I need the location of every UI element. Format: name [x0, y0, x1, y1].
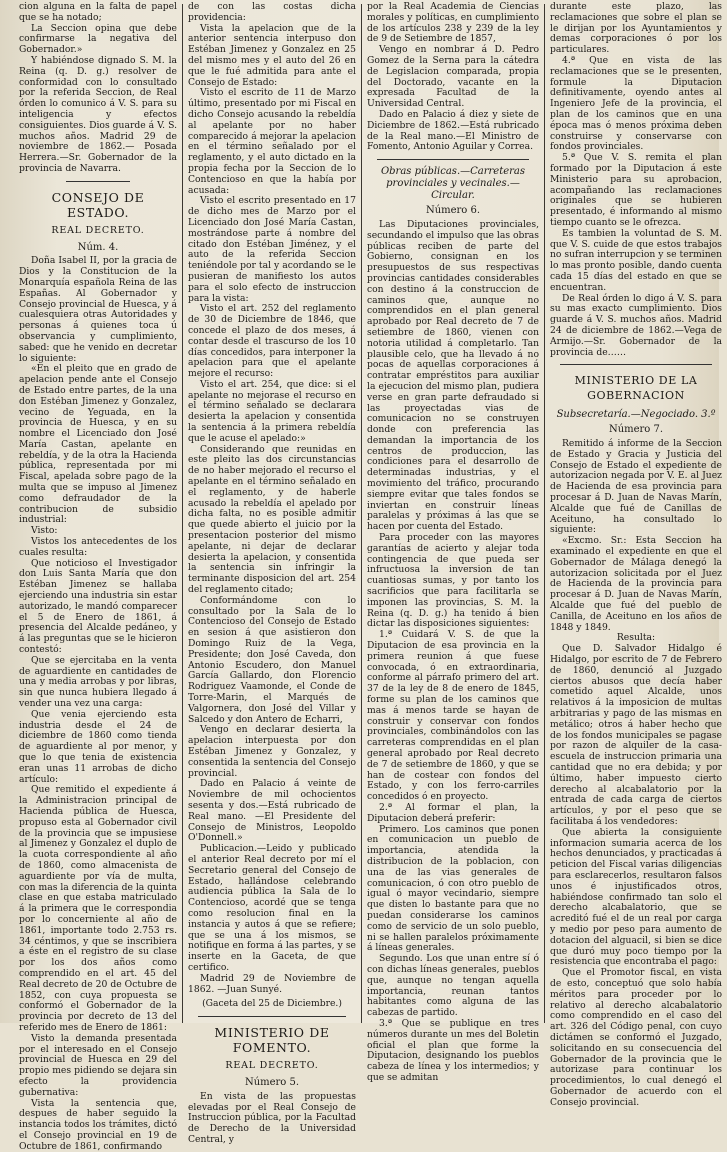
- paragraph: Vengo en declarar desierta la apelacion interpuesta por don Estéban Jimenez y Gonzalez, y consentida la sentencia del Consejo provincial.: [188, 725, 356, 779]
- section-divider: [560, 364, 712, 365]
- paragraph: Segundo. Los que unan entre sí ó con dichas líneas generales, pueblos que, aunque no tengan aquella importancia, reunan tantos habitantes como alguna de las cabezas de partido.: [367, 954, 539, 1019]
- section-heading: CONSEJO DE ESTADO.: [19, 190, 177, 220]
- paragraph: 1.ª Cuidará V. S. de que la Diputacion de esa provincia en la primera reunion á que fuese convocada, ó en extraordinaria, conforme al párrafo primero del art. 37 de la ley de 8 de enero de 1845, forme su plan de los caminos que mas á menos tarde se hayan de construir y conservar con fondos provinciales, combinándolos con las carreteras comprendidas en el plan general aprobado por Real decreto de 7 de setiembre de 1860, y que se han de costear con fondos del Estado, y con los ferro-carriles concedidos ó en proyecto.: [367, 630, 539, 803]
- paragraph: Que noticioso el Investigador don Luis Santa María que don Estéban Jimenez se hallaba ejerciendo una industria sin estar autorizado, le mandó comparecer el 5 de Enero de 1861, á presencia del Alcalde pedáneo, y á las preguntas que se le hicieron contestó:: [19, 559, 177, 656]
- paragraph: Es tambien la voluntad de S. M. que V. S. cuide de que estos trabajos no sufran interrupcion y se terminen lo mas pronto posible, dando cuenta cada 15 días del estado en que se encuentran.: [550, 229, 722, 294]
- paragraph: cion alguna en la falta de papel que se ha notado;: [19, 2, 177, 24]
- paragraph: Considerando que reunidas en este pleito las dos circunstancias de no haber mejorado el recurso el apelante en el término señalado en el reglamento, y de haberle acusado la rebeldía el apelado por dicha falta, no es posible admitir que quede abierto el juicio por la presentacion posterior del mismo apelante, ni dejar de declarar desierta la apelacion, y consentida la sentencia sin infringir la terminante disposicion del art. 254 del reglamento citado;: [188, 445, 356, 596]
- column-3: [362, 2, 544, 1023]
- paragraph: Visto la demanda presentada por el interesado en el Consejo provincial de Huesca en 29 del propio mes pidiendo se dejara sin efecto la providencia gubernativa:: [19, 1034, 177, 1099]
- paragraph: Que el Promotor fiscal, en vista de esto, conceptuó que solo había méritos para proceder por lo relativo al derecho alcabalatorio como comprendido en el caso del art. 326 del Código penal, con cuyo dictámen se conformó el Juzgado, solicitando en su consecuencia del Gobernador de la provincia que le autorizase para continuar los procedimientos, lo cual denegó el Gobernador de acuerdo con el Consejo provincial.: [550, 968, 722, 1108]
- paragraph: Dado en Palacio á veinte de Noviembre de mil ochocientos sesenta y dos.—Está rubricado de Real mano. —El Presidente del Consejo de Ministros, Leopoldo O'Donnell.»: [188, 779, 356, 844]
- section-subheading: Subsecretaría.—Negociado. 3.º: [550, 409, 722, 421]
- paragraph: De Real órden lo digo á V. S. para su mas exacto cumplimiento. Dios guarde á V. S. muchos años. Madrid 24 de diciembre de 1862.—Vega de Armijo.—Sr. Gobernador de la provincia de……: [550, 294, 722, 359]
- document-number: Núm. 4.: [19, 243, 177, 254]
- paragraph: Publicacion.—Leido y publicado el anterior Real decreto por mí el Secretario general del Consejo de Estado, hallándose celebrando audiencia pública la Sala de lo Contencioso, acordé que se tenga como resolucion final en la instancia y autos á que se refiere; que se una á los mismos, se notifique en forma á las partes, y se inserte en la Gaceta, de que certifico.: [188, 844, 356, 974]
- section-divider: [377, 159, 529, 160]
- paragraph: Vista la sentencia que, despues de haber seguido la instancia todos los trámites, dictó el Consejo provincial en 19 de Octubre de 1861, confirmando: [19, 1099, 177, 1152]
- paragraph: Para proceder con las mayores garantías de acierto y alejar toda contingencia de que pueda ser infructuosa la inversion de tan cuantiosas sumas, y por tanto los sacrificios que para facilitarla se imponen las provincias, S. M. la Reina (q. D. g.) ha tenido á bien dictar las disposiciones siguientes:: [367, 533, 539, 630]
- column-4: [545, 2, 727, 1023]
- paragraph: En vista de las propuestas elevadas por el Real Consejo de Instruccion pública, por la Facultad de Derecho de la Universidad Central, y: [188, 1092, 356, 1146]
- paragraph: Que venia ejerciendo esta industria desde el 24 de diciembre de 1860 como tienda de aguardiente al por menor, y que lo que tenia de existencia eran unas 11 arrobas de dicho artículo:: [19, 710, 177, 786]
- paragraph: Dado en Palacio á diez y siete de Diciembre de 1862.—Está rubricado de la Real mano.—El Ministro de Fomento, Antonio Aguilar y Correa.: [367, 110, 539, 153]
- gazette-reference: (Gaceta del 25 de Diciembre.): [188, 999, 356, 1010]
- paragraph: Visto el art. 254, que dice: si el apelante no mejorase el recurso en el término señalado se declarara desierta la apelacion y consentida la sentencia á la primera rebeldía que le acuse el apelado:»: [188, 380, 356, 445]
- paragraph: Conformándome con lo consultado por la Sala de lo Contencioso del Consejo de Estado en sesion á que asistieron don Domingo Ruiz de la Vega, Presidente; don José Caveda, don Antonio Escudero, don Manuel García Gallardo, don Florencio Rodriguez Vaamonde, el Conde de Torre-Marin, el Marqués de Valgornera, don José del Villar y Salcedo y don Antero de Echarri,: [188, 596, 356, 726]
- paragraph: 3.ª Que se publique en tres números durante un mes del Boletin oficial el plan que forme la Diputacion, designando los pueblos cabeza de línea y los intermedios; y que se admitan: [367, 1019, 539, 1084]
- paragraph: Remitido á informe de la Seccion de Estado y Gracia y Justicia del Consejo de Estado el expediente de autorizacion negada por V. E. al Juez de Hacienda de esa provincia para procesar á D. Juan de Navas Marín, Alcalde que fué de Canillas de Aceituno, ha consultado lo siguiente:: [550, 439, 722, 536]
- paragraph: Resulta:: [550, 633, 722, 644]
- paragraph: «En el pleito que en grado de apelacion pende ante el Consejo de Estado entre partes, de la una don Estéban Jimenez y Gonzalez, vecino de Yeguada, en la provincia de Huesca, y en su nombre el Licenciado don José María Castan, apelante en rebeldía, y de la otra la Hacienda pública, representada por mi Fiscal, apelada sobre pago de la multa que se impuso al Jimenez como defraudador de la contribucion de subsidio industrial:: [19, 364, 177, 526]
- paragraph: Que se ejercitaba en la venta de aguardiente en cantidades de una y media arrobas y por libras, sin que nunca hubiera llegado á vender una vez una carga:: [19, 656, 177, 710]
- section-heading: Obras públicas.—Carreteras provinciales y vecinales.—Circular.: [367, 166, 539, 202]
- paragraph: Visto:: [19, 526, 177, 537]
- section-subheading: REAL DECRETO.: [188, 1061, 356, 1072]
- paragraph: Doña Isabel II, por la gracia de Dios y la Constitucion de la Monarquía española Reina de las Españas. Al Gobernador y Consejo provincial de Huesca, y á cualesquiera otras Autoridades y personas á quienes toca ú observancia y cumplimiento, sabed: que he venido en decretar lo siguiente:: [19, 256, 177, 364]
- paragraph: 4.ª Que en vista de las reclamaciones que se le presenten, formule la Diputacion definitivamente, oyendo antes al Ingeniero Jefe de la provincia, el plan de los caminos que en una época mas ó menos próxima deben construirse y conservarse con fondos provinciales.: [550, 56, 722, 153]
- document-number: Número 5.: [188, 1078, 356, 1089]
- paragraph: Vista la apelacion que de la anterior sentencia interpuso don Estéban Jimenez y Gonzalez en 25 del mismo mes y el auto del 26 en que le fué admitida para ante el Consejo de Estado:: [188, 24, 356, 89]
- column-1: [14, 2, 182, 1023]
- column-2: [183, 2, 361, 1023]
- paragraph: Y habiéndose dignado S. M. la Reina (q. D. g.) resolver de conformidad con lo consultado por la referida Seccion, de Real órden lo comunico á V. S. para su inteligencia y efectos consiguientes. Dios guarde á V. S. muchos años. Madrid 29 de noviembre de 1862.— Posada Herrera.—Sr. Gobernador de la provincia de Navarra.: [19, 56, 177, 175]
- paragraph: 5.ª Que V. S. remita el plan formado por la Diputacion á este Ministerio para su aprobacion, acompañando las reclamaciones originales que se hubieren presentado, é informando al mismo tiempo cuanto se le ofrezca.: [550, 153, 722, 229]
- paragraph: Que D. Salvador Hidalgo é Hidalgo, por escrito de 7 de Febrero de 1860, denunció al Juzgado ciertos abusos que decía haber cometido aquel Alcalde, unos relativos á la imposicion de multas arbitrarias y pago de las mismas en metálico; otros á haber hecho que de los fondos municipales se pagase por razon de alquiler de la casa-escuela de instruccion primaria una cantidad que no era debida; y por último, haber impuesto cierto derecho al alcabalatorio por la entrada de cada carga de ciertos artículos, y por el peso que se facilitaba á los vendedores:: [550, 644, 722, 828]
- paragraph: Que remitido el expediente á la Administracion principal de Hacienda pública de Huesca, propuso esta al Gobernador civil de la provincia que se impusiese al Jimenez y Gonzalez el duplo de la cuota correspondiente al año de 1860, como almacenista de aguardiente por vía de multa, con mas la diferencia de la quinta clase en que estaba matriculado á la primera que le correspondia por lo concerniente al año de 1861, importante todo 2.753 rs. 34 céntimos, y que se inscribiera a éste en el registro de su clase por los dos años como comprendido en el art. 45 del Real decreto de 20 de Octubre de 1852, con cuya propuesta se conformó el Gobernador de la provincia por decreto de 13 del referido mes de Enero de 1861:: [19, 785, 177, 1033]
- paragraph: «Excmo. Sr.: Esta Seccion ha examinado el expediente en que el Gobernador de Málaga denegó la autorizacion solicitada por el Juez de Hacienda de la provincia para procesar á D. Juan de Navas Marín, Alcalde que fué del pueblo de Canilla, de Aceituno en los años de 1848 y 1849.: [550, 536, 722, 633]
- document-number: Número 6.: [367, 206, 539, 217]
- document-number: Número 7.: [550, 425, 722, 436]
- paragraph: Visto el escrito de 11 de Marzo último, presentado por mi Fiscal en dicho Consejo acusando la rebeldía al apelante por no haber comparecido á mejorar la apelacion en el término señalado por el reglamento, y el auto dictado en la propia fecha por la Seccion de lo Contencioso en que la había por acusada:: [188, 88, 356, 196]
- section-divider: [198, 1016, 346, 1017]
- paragraph: 2.ª Al formar el plan, la Diputacion deberá preferir:: [367, 803, 539, 825]
- paragraph: Las Diputaciones provinciales, secundando el impulso que las obras públicas reciben de parte del Gobierno, consignan en los presupuestos de sus respectivas provincias cantidades considerables con destino á la construccion de caminos que, aunque no comprendidos en el plan general aprobado por Real decreto de 7 de setiembre de 1860, vienen con notoria utilidad á completarlo. Tan plausible celo, que ha llevado á no pocas de aquellas corporaciones á contratar empréstitos para auxiliar la ejecucion del mismo plan, pudiera verse en gran parte defraudado si las proyectadas vias de comunicacion no se construyen donde con preferencia las demandan la importancia de los centros de produccion, las condiciones para el desarrollo de determinadas industrias, y el movimiento del tráfico, procurando siempre evitar que tales fondos se inviertan en construir líneas paralelas y próximas á las que se hacen por cuenta del Estado.: [367, 220, 539, 533]
- paragraph: Madrid 29 de Noviembre de 1862. —Juan Sunyé.: [188, 974, 356, 996]
- paragraph: Primero. Los caminos que ponen en comunicacion un pueblo de importancia, atendida la distribucion de la poblacion, con una de las vias generales de comunicacion, ó con otro pueblo de igual ó mayor vecindario, siempre que disten lo bastante para que no puedan considerarse los caminos como de servicio de un solo pueblo, ni se hallen paralelos próximamente á líneas generales.: [367, 825, 539, 955]
- paragraph: por la Real Academia de Ciencias morales y políticas, en cumplimiento de los artículos 238 y 239 de la ley de 9 de Setiembre de 1857,: [367, 2, 539, 45]
- paragraph: Vengo en nombrar á D. Pedro Gomez de la Serna para la cátedra de Legislacion comparada, propia del Doctorado, vacante en la expresada Facultad de la Universidad Central.: [367, 45, 539, 110]
- section-divider: [66, 181, 129, 182]
- paragraph: Visto el art. 252 del reglamento de 30 de Diciembre de 1846, que concede el plazo de dos meses, á contar desde el trascurso de los 10 días concedidos, para interponer la apelacion para que el apelante mejore el recurso:: [188, 304, 356, 380]
- paragraph: de con las costas dicha providencia:: [188, 2, 356, 24]
- paragraph: La Seccion opina que debe confirmarse la negativa del Gobernador.»: [19, 24, 177, 56]
- paragraph: Vistos los antecedentes de los cuales resulta:: [19, 537, 177, 559]
- section-subheading: REAL DECRETO.: [19, 226, 177, 237]
- paragraph: Visto el escrito presentado en 17 de dicho mes de Marzo por el Licenciado don José María Castan, mostrándose parte á nombre del citado don Estéban Jiménez, y el auto de la referida Seccion teniéndole por tal y acordando se le pusieran de manifiesto los autos para el solo efecto de instruccion para la vista:: [188, 196, 356, 304]
- paragraph: Que abierta la consiguiente informacion sumaria acerca de los hechos denunciados, y practicadas á peticion del Fiscal varias diligencias para esclarecerlos, resultaron falsos unos é injustificados otros, habiéndose confirmado tan solo el derecho alcabalatorio, que se acreditó fué el de un real por carga y medio por peso para aumento de dotacion del alguacil, si bien se dice que duró muy poco tiempo por la resistencia que encontraba el pago:: [550, 828, 722, 968]
- section-heading: MINISTERIO DE LA GOBERNACION: [550, 373, 722, 403]
- section-heading: MINISTERIO DE FOMENTO.: [188, 1025, 356, 1055]
- paragraph: durante este plazo, las reclamaciones que sobre el plan se le dirijan por los Ayuntamientos y demas corporaciones ó por los particulares.: [550, 2, 722, 56]
